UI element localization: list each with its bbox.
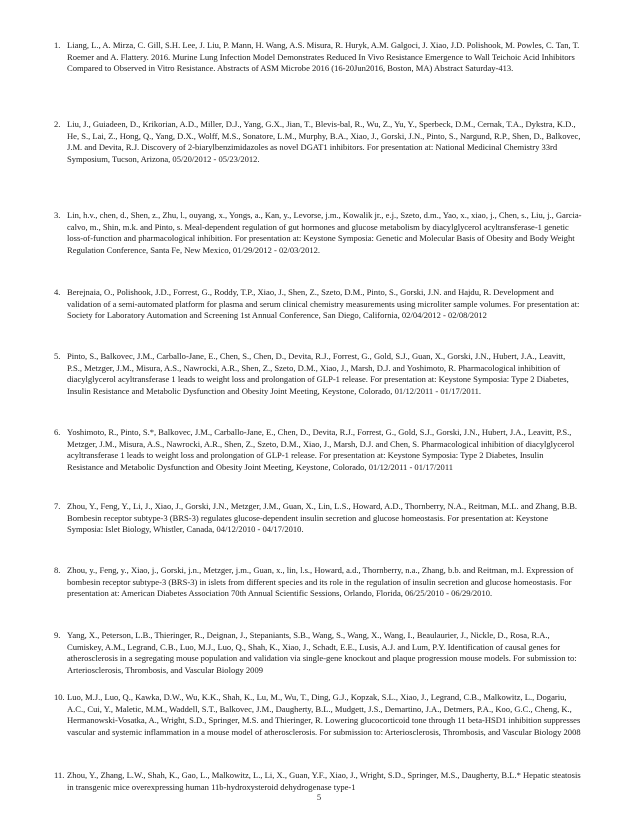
reference-number: 8. bbox=[54, 565, 61, 575]
reference-number: 10. bbox=[54, 692, 65, 702]
reference-item bbox=[54, 770, 582, 793]
reference-number: 9. bbox=[54, 630, 61, 640]
reference-number: 3. bbox=[54, 210, 61, 220]
reference-item bbox=[54, 210, 582, 256]
reference-text: Liu, J., Guiadeen, D., Krikorian, A.D., Miller, D.J., Yang, G.X., Jian, T., Blevis-bal, R., Wu, Z., Yu, Y., Sperbeck, D.M., Cernak, T.A., Dykstra, K.D., He, S., Lai, Z., Hong, Q., Yang, D.X., Wolff, M.S., Sonatore, L.M., Murphy, B.A., Xiao, J., Gorski, J.N., Pinto, S., Nargund, R.P., Shen, D., Balkovec, J.M. and Devita, R.J. Discovery of 2-biarylbenzimidazoles as novel DGAT1 inhibitors. For presentation at: National Medicinal Chemistry 33rd Symposium, Tucson, Arizona, 05/20/2012 - 05/23/2012. bbox=[67, 119, 581, 164]
reference-text: Yoshimoto, R., Pinto, S.*, Balkovec, J.M., Carballo-Jane, E., Chen, D., Devita, R.J., Forrest, G., Gold, S.J., Gorski, J.N., Hubert, J.A., Leavitt, P.S., Metzger, J.M., Misura, A.S., Nawrocki, A.R., Shen, Z., Szeto, D.M., Xiao, J., Marsh, D.J. and Chen, S. Pharmacological inhibition of diacylglycerol acyltransferase 1 leads to weight loss and prolongation of GLP-1 release. For presentation at: Keystone Symposia: Type 2 Diabetes, Insulin Resistance and Metabolic Dysfunction and Obesity Joint Meeting, Keystone, Colorado, 01/12/2011 - 01/17/2011 bbox=[67, 427, 575, 472]
reference-item bbox=[54, 501, 582, 536]
reference-text: Berejnaia, O., Polishook, J.D., Forrest, G., Roddy, T.P., Xiao, J., Shen, Z., Szeto, D.M., Pinto, S., Gorski, J.N. and Hajdu, R. Development and validation of a semi-automated platform for plasma and serum clinical chemistry measurements using microliter sample volumes. For presentation at: Society for Laboratory Automation and Screening 1st Annual Conference, San Diego, California, 02/04/2012 - 02/08/2012 bbox=[67, 287, 580, 321]
reference-item bbox=[54, 427, 582, 473]
reference-text: Zhou, y., Feng, y., Xiao, j., Gorski, j.n., Metzger, j.m., Guan, x., lin, l.s., Howard, a.d., Thornberry, n.a., Zhang, b.b. and Reitman, m.l. Expression of bombesin receptor subtype-3 (BRS-3) in islets from different species and its role in the regulation of insulin secretion and glucose homeostasis. For presentation at: American Diabetes Association 70th Annual Scientific Sessions, Orlando, Florida, 06/25/2010 - 06/29/2010. bbox=[67, 565, 574, 599]
reference-number: 11. bbox=[54, 770, 65, 780]
reference-text: Lin, h.v., chen, d., Shen, z., Zhu, l., ouyang, x., Yongs, a., Kan, y., Levorse, j.m., Kowalik jr., e.j., Szeto, d.m., Yao, x., xiao, j., Chen, s., Liu, j., Garcia-calvo, m., Shin, m.k. and Pinto, s. Meal-dependent regulation of gut hormones and glucose metabolism by diacylglycerol acyltransferase-1 genetic loss-of-function and pharmacological inhibition. For presentation at: Keystone Symposia: Genetic and Molecular Basis of Obesity and Body Weight Regulation Conference, Santa Fe, New Mexico, 01/29/2012 - 02/03/2012. bbox=[67, 210, 582, 255]
reference-number: 5. bbox=[54, 351, 61, 361]
reference-text: Pinto, S., Balkovec, J.M., Carballo-Jane, E., Chen, S., Chen, D., Devita, R.J., Forrest, G., Gold, S.J., Guan, X., Gorski, J.N., Hubert, J.A., Leavitt, P.S., Metzger, J.M., Misura, A.S., Nawrocki, A.R., Shen, Z., Szeto, D.M., Xiao, J., Marsh, D.J. and Yoshimoto, R. Pharmacological inhibition of diacylglycerol acyltransferase 1 leads to weight loss and prolongation of GLP-1 release. For presentation at: Keystone Symposia: Type 2 Diabetes, Insulin Resistance and Metabolic Dysfunction and Obesity Joint Meeting, Keystone, Colorado, 01/12/2011 - 01/17/2011. bbox=[67, 351, 569, 396]
reference-number: 7. bbox=[54, 501, 61, 511]
reference-item bbox=[54, 40, 582, 75]
reference-text: Zhou, Y., Feng, Y., Li, J., Xiao, J., Gorski, J.N., Metzger, J.M., Guan, X., Lin, L.S., Howard, A.D., Thornberry, N.A., Reitman, M.L. and Zhang, B.B. Bombesin receptor subtype-3 (BRS-3) regulates glucose-dependent insulin secretion and glucose homeostasis. For presentation at: Keystone Symposia: Islet Biology, Whistler, Canada, 04/12/2010 - 04/17/2010. bbox=[67, 501, 578, 535]
reference-number: 6. bbox=[54, 427, 61, 437]
page-number: 5 bbox=[316, 792, 322, 802]
reference-item bbox=[54, 565, 582, 600]
reference-text: Zhou, Y., Zhang, L.W., Shah, K., Gao, L., Malkowitz, L., Li, X., Guan, Y.F., Xiao, J., Wright, S.D., Springer, M.S., Daugherty, B.L.* Hepatic steatosis in transgenic mice overexpressing human 11b-hydroxysteroid dehydrogenase type-1 bbox=[67, 770, 581, 792]
reference-item bbox=[54, 287, 582, 322]
reference-number: 2. bbox=[54, 119, 61, 129]
reference-item bbox=[54, 351, 582, 397]
reference-text: Liang, L., A. Mirza, C. Gill, S.H. Lee, J. Liu, P. Mann, H. Wang, A.S. Misura, R. Huryk, A.M. Galgoci, J. Xiao, J.D. Polishook, M. Powles, C. Tan, T. Roemer and A. Flattery. 2016. Murine Lung Infection Model Demonstrates Reduced In Vivo Resistance Emergence to Wall Teichoic Acid Inhibitors Compared to Observed in Vitro Resistance. Abstracts of ASM Microbe 2016 (16-20Jun2016, Boston, MA) Abstract Saturday-413. bbox=[67, 40, 580, 74]
reference-item bbox=[54, 692, 582, 738]
reference-number: 4. bbox=[54, 287, 61, 297]
reference-item bbox=[54, 119, 582, 165]
reference-item bbox=[54, 630, 582, 676]
reference-text: Yang, X., Peterson, L.B., Thieringer, R., Deignan, J., Stepaniants, S.B., Wang, S., Wang, X., Wang, I., Beaulaurier, J., Nickle, D., Rosa, R.A., Cumiskey, A.M., Legrand, C.B., Luo, M.J., Luo, Q., Shah, K., Xiao, J., Schadt, E.E., Lusis, A.J. and Lum, P.Y. Identification of causal genes for atherosclerosis in a segregating mouse population and validation via single-gene knockout and plaque progression mouse models. For submission to: Arteriosclerosis, Thrombosis, and Vascular Biology 2009 bbox=[67, 630, 577, 675]
reference-text: Luo, M.J., Luo, Q., Kawka, D.W., Wu, K.K., Shah, K., Lu, M., Wu, T., Ding, G.J., Kopzak, S.L., Xiao, J., Legrand, C.B., Malkowitz, L., Dogariu, A.C., Cui, Y., Maletic, M.M., Waddell, S.T., Balkovec, J.M., Daugherty, B.L., Mudgett, J.S., Demartino, J.A., Detmers, P.A., Koo, G.C., Cheng, K., Hermanowski-Vosatka, A., Wright, S.D., Springer, M.S. and Thieringer, R. Lowering glucocorticoid tone through 11 beta-HSD1 inhibition suppresses vascular and systemic inflammation in a mouse model of atherosclerosis. For submission to: Arteriosclerosis, Thrombosis, and Vascular Biology 2008 bbox=[67, 692, 581, 737]
reference-number: 1. bbox=[54, 40, 61, 50]
